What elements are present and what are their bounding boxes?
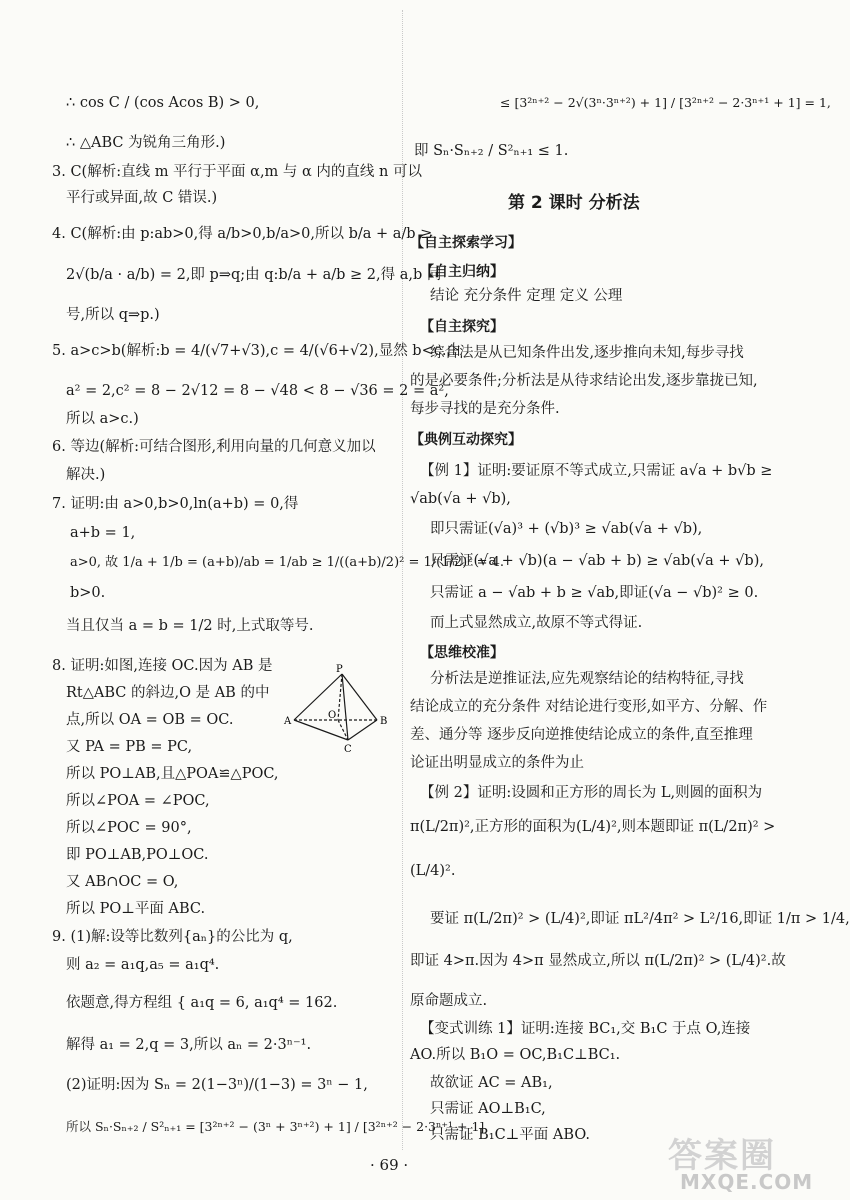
text-line: 5. a>c>b(解析:b = 4/(√7+√3),c = 4/(√6+√2),显然 b<c.由 xyxy=(52,343,461,359)
label-b: B xyxy=(380,716,388,727)
text-line: √ab(√a + √b), xyxy=(410,491,511,507)
text-line: 而上式显然成立,故原不等式得证. xyxy=(430,615,643,631)
text-line: 只需证 a − √ab + b ≥ √ab,即证(√a − √b)² ≥ 0. xyxy=(430,585,759,601)
text-line: 即只需证(√a)³ + (√b)³ ≥ √ab(√a + √b), xyxy=(430,521,703,537)
label-a: A xyxy=(284,716,292,727)
text-line: 的是必要条件;分析法是从待求结论出发,逐步靠拢已知, xyxy=(410,373,758,389)
text-line: 所以 PO⊥平面 ABC. xyxy=(66,901,206,917)
label-p: P xyxy=(336,664,343,675)
text-line: 【例 1】证明:要证原不等式成立,只需证 a√a + b√b ≥ xyxy=(420,463,773,479)
text-line: 综合法是从已知条件出发,逐步推向未知,每步寻找 xyxy=(430,345,744,361)
pyramid-figure xyxy=(282,662,392,772)
text-line: b>0. xyxy=(70,585,106,601)
text-line: π(L/2π)²,正方形的面积为(L/4)²,则本题即证 π(L/2π)² > xyxy=(410,819,776,835)
section-title: 第 2 课时 分析法 xyxy=(508,193,640,213)
text-line: 所以 PO⊥AB,且△POA≌△POC, xyxy=(66,766,279,782)
text-line: 即证 4>π.因为 4>π 显然成立,所以 π(L/2π)² > (L/4)².故 xyxy=(410,953,786,969)
text-line: 故欲证 AC = AB₁, xyxy=(430,1075,553,1091)
subsection-heading: 【自主探究】 xyxy=(420,319,504,335)
text-line: 平行或异面,故 C 错误.) xyxy=(66,190,218,206)
text-line: 依题意,得方程组 { a₁q = 6, a₁q⁴ = 162. xyxy=(66,995,338,1011)
label-o: O xyxy=(328,710,337,721)
text-line: 差、通分等 逐步反向逆推使结论成立的条件,直至推理 xyxy=(410,727,753,743)
text-line: 只需证(√a + √b)(a − √ab + b) ≥ √ab(√a + √b), xyxy=(430,553,764,569)
text-line: 8. 证明:如图,连接 OC.因为 AB 是 xyxy=(52,658,273,674)
text-line: 9. (1)解:设等比数列{aₙ}的公比为 q, xyxy=(52,929,293,945)
text-line: a>0, 故 1/a + 1/b = (a+b)/ab = 1/ab ≥ 1/((a+b)/2)² = 1/(1/2)² = 4. xyxy=(70,555,505,570)
watermark-url: MXQE.COM xyxy=(680,1170,814,1194)
text-line: 即 Sₙ·Sₙ₊₂ / S²ₙ₊₁ ≤ 1. xyxy=(414,143,569,159)
column-divider xyxy=(402,10,404,1150)
text-line: 7. 证明:由 a>0,b>0,ln(a+b) = 0,得 xyxy=(52,496,299,512)
text-line: 要证 π(L/2π)² > (L/4)²,即证 πL²/4π² > L²/16,即证 1/π > 1/4, xyxy=(430,911,850,927)
text-line: 2√(b/a · a/b) = 2,即 p⇒q;由 q:b/a + a/b ≥ 2,得 a,b 同 xyxy=(66,267,442,283)
text-line: 所以∠POA = ∠POC, xyxy=(66,793,210,809)
text-line: 只需证 B₁C⊥平面 ABO. xyxy=(430,1127,590,1143)
text-line: 所以∠POC = 90°, xyxy=(66,820,192,836)
page-number: · 69 · xyxy=(370,1156,409,1174)
edge-pb xyxy=(342,674,377,720)
text-line: Rt△ABC 的斜边,O 是 AB 的中 xyxy=(66,685,270,701)
watermark-logo: 答案圈 xyxy=(668,1136,776,1176)
text-line: ∴ cos C / (cos Acos B) > 0, xyxy=(66,95,260,111)
text-line: 即 PO⊥AB,PO⊥OC. xyxy=(66,847,209,863)
text-line: ≤ [3²ⁿ⁺² − 2√(3ⁿ·3ⁿ⁺²) + 1] / [3²ⁿ⁺² − 2·3ⁿ⁺¹ + 1] = 1, xyxy=(500,95,831,110)
text-line: 6. 等边(解析:可结合图形,利用向量的几何意义加以 xyxy=(52,439,376,455)
text-line: 号,所以 q⇒p.) xyxy=(66,307,160,323)
label-c: C xyxy=(344,744,352,755)
text-line: 原命题成立. xyxy=(410,993,488,1009)
edge-bc xyxy=(348,720,377,740)
text-line: 解决.) xyxy=(66,467,106,483)
text-line: 4. C(解析:由 p:ab>0,得 a/b>0,b/a>0,所以 b/a + a/b ≥ xyxy=(52,226,433,242)
text-line: 所以 Sₙ·Sₙ₊₂ / S²ₙ₊₁ = [3²ⁿ⁺² − (3ⁿ + 3ⁿ⁺²) + 1] / [3²ⁿ⁺² − 2·3ⁿ⁺¹ + 1] xyxy=(66,1119,485,1134)
subsection-heading: 【思维校准】 xyxy=(420,645,504,661)
text-line: 结论成立的充分条件 对结论进行变形,如平方、分解、作 xyxy=(410,699,768,715)
text-line: a² = 2,c² = 8 − 2√12 = 8 − √48 < 8 − √36 = 2 = a², xyxy=(66,383,449,399)
text-line: 3. C(解析:直线 m 平行于平面 α,m 与 α 内的直线 n 可以 xyxy=(52,164,422,180)
summary-terms: 结论 充分条件 定理 定义 公理 xyxy=(430,288,623,304)
section-heading: 【自主探索学习】 xyxy=(410,235,522,251)
text-line: 又 AB∩OC = O, xyxy=(66,874,179,890)
text-line: a+b = 1, xyxy=(70,525,136,541)
text-line: 【例 2】证明:设圆和正方形的周长为 L,则圆的面积为 xyxy=(420,785,763,801)
text-line: 又 PA = PB = PC, xyxy=(66,739,193,755)
text-line: 分析法是逆推证法,应先观察结论的结构特征,寻找 xyxy=(430,671,744,687)
text-line: 解得 a₁ = 2,q = 3,所以 aₙ = 2·3ⁿ⁻¹. xyxy=(66,1037,312,1053)
text-line: 所以 a>c.) xyxy=(66,411,139,427)
text-line: 当且仅当 a = b = 1/2 时,上式取等号. xyxy=(66,618,314,634)
text-line: (L/4)². xyxy=(410,863,456,879)
text-line: 论证出明显成立的条件为止 xyxy=(410,755,584,771)
text-line: 则 a₂ = a₁q,a₅ = a₁q⁴. xyxy=(66,957,220,973)
text-line: 只需证 AO⊥B₁C, xyxy=(430,1101,546,1117)
text-line: (2)证明:因为 Sₙ = 2(1−3ⁿ)/(1−3) = 3ⁿ − 1, xyxy=(66,1077,368,1093)
subsection-heading: 【自主归纳】 xyxy=(420,264,504,280)
edge-ac xyxy=(294,720,348,740)
edge-po xyxy=(338,674,342,720)
text-line: ∴ △ABC 为锐角三角形.) xyxy=(66,135,226,151)
text-line: 点,所以 OA = OB = OC. xyxy=(66,712,234,728)
section-heading: 【典例互动探究】 xyxy=(410,432,522,448)
text-line: 【变式训练 1】证明:连接 BC₁,交 B₁C 于点 O,连接 xyxy=(420,1021,751,1037)
text-line: 每步寻找的是充分条件. xyxy=(410,401,560,417)
text-line: AO.所以 B₁O = OC,B₁C⊥BC₁. xyxy=(410,1047,621,1063)
